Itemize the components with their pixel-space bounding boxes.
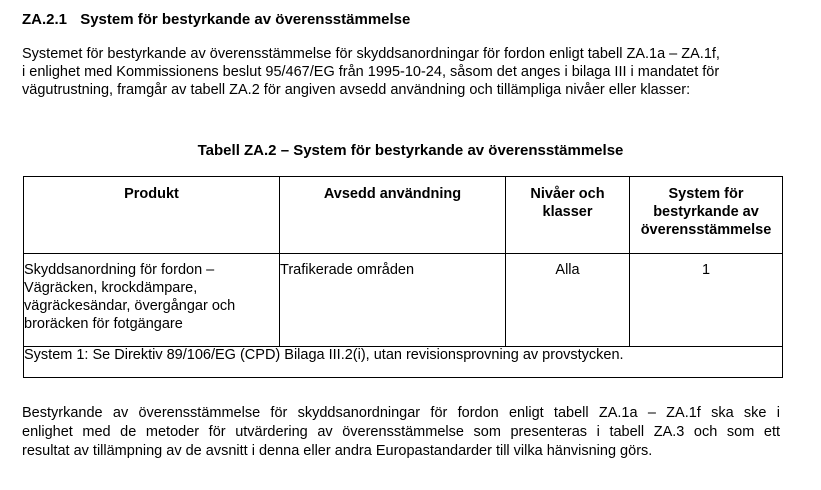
header-product — [24, 177, 280, 254]
table-footnote: System 1: Se Direktiv 89/106/EG (CPD) Bilaga III.2(i), utan revisionsprovning av provstycken. — [24, 347, 783, 378]
section-number: ZA.2.1 — [22, 11, 68, 28]
product-line: Skyddsanordning för fordon – — [24, 262, 215, 278]
header-text: System för — [668, 186, 744, 202]
header-text: klasser — [542, 204, 593, 220]
closing-line: resultat av tillämpning av de avsnitt i denna eller andra Europastandarder till vilka hänvisning görs. — [22, 443, 653, 459]
intro-paragraph — [22, 45, 792, 99]
product-line: broräcken för fotgängare — [24, 316, 183, 332]
header-attestation-system — [630, 177, 783, 254]
intro-line: vägutrustning, framgår av tabell ZA.2 för angiven avsedd användning och tillämpliga nivåer eller klasser: — [22, 82, 691, 98]
header-text: Produkt — [124, 186, 179, 202]
intro-line: Systemet för bestyrkande av överensstämmelse för skyddsanordningar för fordon enligt tabell ZA.1a – ZA.1f, — [22, 46, 720, 62]
header-levels-classes — [506, 177, 630, 254]
cell-system: 1 — [630, 254, 783, 347]
table-row — [24, 254, 783, 347]
table-caption: Tabell ZA.2 – System för bestyrkande av överensstämmelse — [197, 142, 624, 159]
header-text: Avsedd användning — [323, 186, 462, 202]
cell-product — [24, 254, 280, 347]
conformity-table — [23, 176, 783, 378]
header-intended-use — [280, 177, 506, 254]
section-title: System för bestyrkande av överensstämmelse — [80, 11, 411, 28]
closing-paragraph — [22, 404, 780, 461]
table-header-row — [24, 177, 783, 254]
header-text: bestyrkande av — [653, 204, 759, 220]
closing-line: enlighet med de metoder för utvärdering av överensstämmelse som presenteras i tabell ZA.3 och som ett — [22, 424, 780, 440]
cell-intended-use: Trafikerade områden — [280, 254, 506, 347]
header-text: Nivåer och — [530, 186, 605, 202]
product-line: vägräckesändar, övergångar och — [24, 298, 236, 314]
header-text: överensstämmelse — [640, 222, 772, 238]
product-line: Vägräcken, krockdämpare, — [24, 280, 198, 296]
intro-line: i enlighet med Kommissionens beslut 95/467/EG från 1995-10-24, såsom det anges i bilaga III i mandatet för — [22, 64, 720, 80]
section-heading — [22, 11, 410, 28]
table-footnote-row — [24, 347, 783, 378]
cell-levels: Alla — [506, 254, 630, 347]
closing-line: Bestyrkande av överensstämmelse för skyddsanordningar för fordon enligt tabell ZA.1a – ZA.1f ska ske i — [22, 405, 780, 421]
